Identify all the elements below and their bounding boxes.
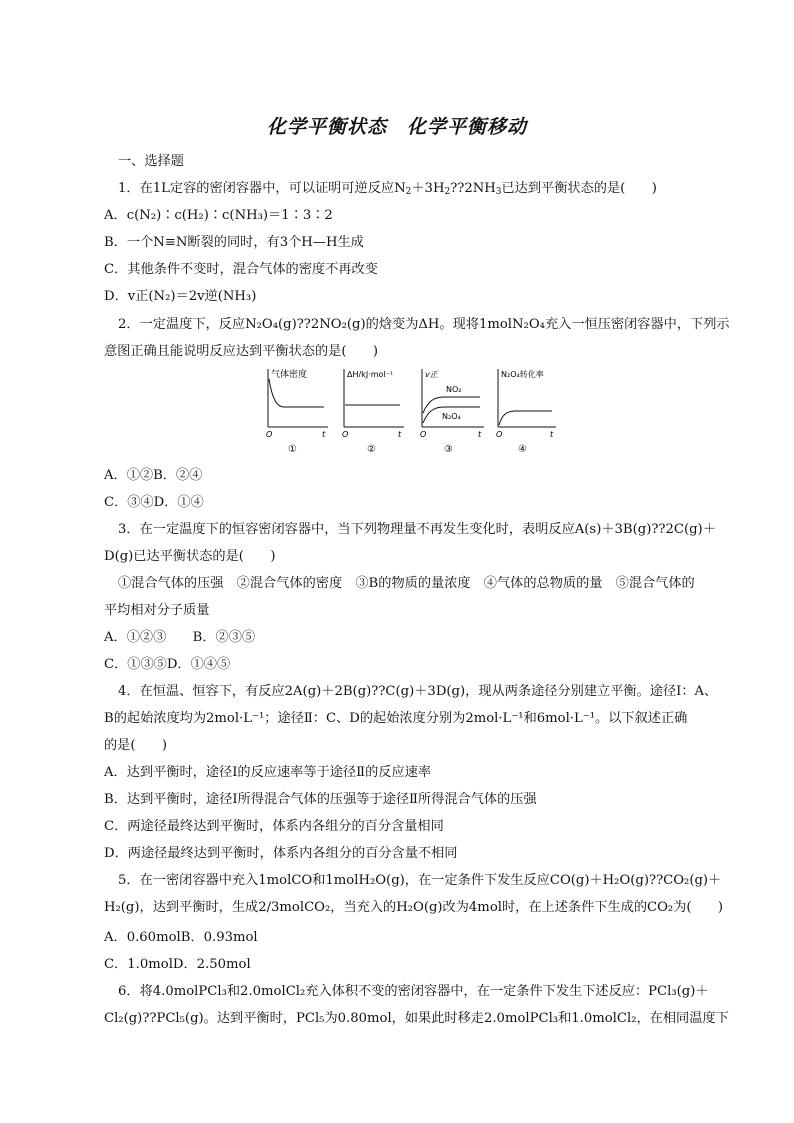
question-3-stem-line-2: D(g)已达平衡状态的是( ) — [104, 549, 276, 564]
question-4-option-b: B．达到平衡时，途径Ⅰ所得混合气体的压强等于途径Ⅱ所得混合气体的压强 — [104, 792, 537, 807]
question-1-option-b: B．一个N≡N断裂的同时，有3个H—H生成 — [104, 235, 364, 250]
page-title: 化学平衡状态 化学平衡移动 — [266, 116, 527, 138]
question-2-options-cd: C．③④D．①④ — [104, 495, 204, 510]
figure-2-number: ② — [367, 444, 376, 455]
figure-3-rate-graph — [420, 369, 484, 455]
question-4-stem-line-2: B的起始浓度均为2mol·L⁻¹；途径Ⅱ：C、D的起始浓度分别为2mol·L⁻¹和6mol·L⁻¹。以下叙述正确 — [104, 711, 688, 726]
question-2-options-ab: A．①②B．②④ — [104, 468, 203, 483]
figure-1-origin: O — [266, 430, 273, 439]
figure-4-t: t — [550, 430, 554, 439]
question-2-figures — [262, 367, 558, 457]
figure-4-conversion-graph — [496, 369, 556, 455]
figure-3-origin: O — [420, 430, 427, 439]
question-5-options-cd: C．1.0molD．2.50mol — [104, 957, 251, 972]
question-2-stem-line-1: 2．一定温度下，反应N₂O₄(g)??2NO₂(g)的焓变为ΔH。现将1molN₂O₄充入一恒压密闭容器中，下列示 — [118, 317, 730, 332]
figure-3-number: ③ — [444, 444, 453, 455]
question-3-stem-line-1: 3．在一定温度下的恒容密闭容器中，当下列物理量不再发生变化时，表明反应A(s)＋3B(g)??2C(g)＋ — [118, 522, 716, 537]
question-3-options-ab: A．①②③ B．②③⑤ — [104, 630, 256, 645]
figure-3-t: t — [478, 430, 482, 439]
figure-2-origin: O — [342, 430, 349, 439]
figure-1-number: ① — [288, 444, 297, 455]
question-5-stem-line-1: 5．在一密闭容器中充入1molCO和1molH₂O(g)，在一定条件下发生反应CO(g)＋H₂O(g)??CO₂(g)＋ — [118, 873, 722, 888]
figure-1-density-graph — [266, 368, 328, 455]
section-heading: 一、选择题 — [118, 154, 184, 169]
question-6-stem-line-1: 6．将4.0molPCl₃和2.0molCl₂充入体积不变的密闭容器中，在一定条件下发生下述反应：PCl₃(g)＋ — [118, 984, 709, 999]
figure-4-origin: O — [496, 430, 503, 439]
figure-3-series-n2o4: N₂O₄ — [442, 412, 461, 421]
question-4-option-a: A．达到平衡时，途径Ⅰ的反应速率等于途径Ⅱ的反应速率 — [104, 765, 432, 780]
question-1-option-a: A．c(N₂)∶c(H₂)∶c(NH₃)＝1∶3∶2 — [104, 208, 333, 223]
question-4-option-d: D．两途径最终达到平衡时，体系内各组分的百分含量不相同 — [104, 846, 458, 861]
question-4-stem-line-1: 4．在恒温、恒容下，有反应2A(g)＋2B(g)??C(g)＋3D(g)，现从两条途径分别建立平衡。途径Ⅰ：A、 — [118, 684, 718, 699]
question-1-stem: 1．在1L定容的密闭容器中，可以证明可逆反应$N_2+3H_2??2NH_3$已达到平衡状态的是( ) — [118, 181, 657, 197]
figure-1-t: t — [322, 430, 326, 439]
figure-3-series-no2: NO₂ — [446, 385, 462, 394]
question-1-option-c: C．其他条件不变时，混合气体的密度不再改变 — [104, 262, 378, 277]
question-2-stem-line-2: 意图正确且能说明反应达到平衡状态的是( ) — [104, 344, 379, 359]
figure-2-y-label: ΔH/kJ·mol⁻¹ — [347, 370, 394, 379]
figure-4-y-label: N₂O₄转化率 — [501, 370, 544, 379]
question-6-stem-line-2: Cl₂(g)??PCl₅(g)。达到平衡时，PCl₅为0.80mol，如果此时移走2.0molPCl₃和1.0molCl₂，在相同温度下 — [104, 1011, 729, 1026]
question-5-stem-line-2: H₂(g)，达到平衡时，生成2/3molCO₂，当充入的H₂O(g)改为4mol时，在上述条件下生成的CO₂为( ) — [104, 900, 724, 915]
question-3-items-line-2: 平均相对分子质量 — [104, 603, 210, 618]
figure-1-y-label: 气体密度 — [271, 370, 308, 380]
question-4-stem-line-3: 的是( ) — [104, 738, 168, 753]
question-5-options-ab: A．0.60molB．0.93mol — [104, 930, 258, 945]
question-3-items-line-1: ①混合气体的压强 ②混合气体的密度 ③B的物质的量浓度 ④气体的总物质的量 ⑤混合气体的 — [118, 576, 695, 591]
question-3-options-cd: C．①③⑤D．①④⑤ — [104, 657, 231, 672]
question-1-option-d: D．v正(N₂)＝2v逆(NH₃) — [104, 289, 257, 304]
figure-4-number: ④ — [518, 444, 527, 455]
figure-2-t: t — [398, 430, 402, 439]
question-4-option-c: C．两途径最终达到平衡时，体系内各组分的百分含量相同 — [104, 819, 444, 834]
figure-3-y-label: v正 — [425, 370, 438, 379]
figure-2-enthalpy-graph — [342, 369, 404, 455]
